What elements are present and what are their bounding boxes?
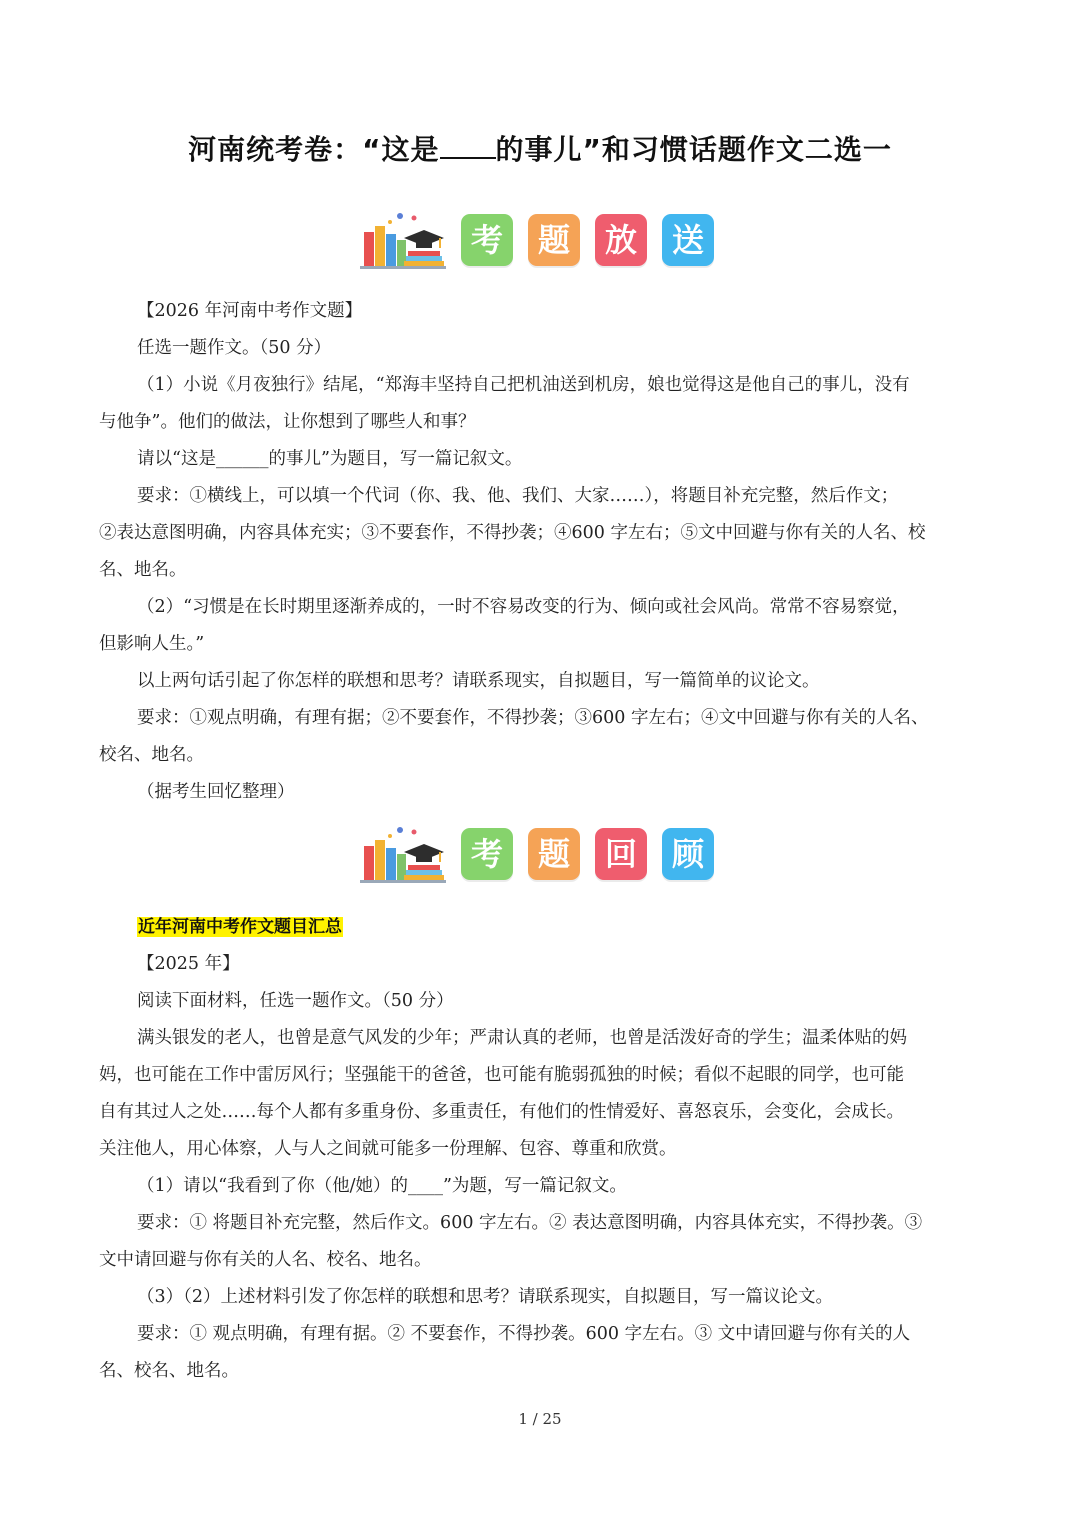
q1-text-line2: 与他争”。他们的做法，让你想到了哪些人和事？ xyxy=(99,412,476,432)
q1-requirement-line3: 名、地名。 xyxy=(99,560,187,580)
tile-gu: 顾 xyxy=(662,828,714,880)
source-note: （据考生回忆整理） xyxy=(137,782,295,802)
material-line4: 关注他人，用心体察，人与人之间就可能多一份理解、包容、尊重和欣赏。 xyxy=(99,1139,677,1159)
highlight-text: 近年河南中考作文题目汇总 xyxy=(138,917,342,937)
title-blank-line xyxy=(440,135,496,159)
q2-task: 以上两句话引起了你怎样的联想和思考？请联系现实，自拟题目，写一篇简单的议论文。 xyxy=(137,671,820,691)
year-2025-heading: 【2025 年】 xyxy=(137,954,240,974)
page-title xyxy=(0,128,1080,168)
q2-requirement-line1: 要求：①观点明确，有理有据；②不要套作，不得抄袭；③600 字左右；④文中回避与你有关的人名、 xyxy=(137,708,929,728)
q2-text-line1: （2）“习惯是在长时期里逐渐养成的，一时不容易改变的行为、倾向或社会风尚。常常不容易察觉， xyxy=(137,597,910,617)
banner-exam-release xyxy=(360,210,720,270)
tile-fang: 放 xyxy=(595,214,647,266)
tile-kao: 考 xyxy=(461,828,513,880)
tile-ti: 题 xyxy=(528,828,580,880)
review-q2-task: （3）（2）上述材料引发了你怎样的联想和思考？请联系现实，自拟题目，写一篇议论文。 xyxy=(137,1287,834,1307)
books-graduation-cap-icon xyxy=(360,212,446,270)
review-q2-requirement-line2: 名、校名、地名。 xyxy=(99,1361,239,1381)
review-q1-requirement-line2: 文中请回避与你有关的人名、校名、地名。 xyxy=(99,1250,432,1270)
review-q1-requirement-line1: 要求：① 将题目补充完整，然后作文。600 字左右。② 表达意图明确，内容具体充实，不得抄袭。③ xyxy=(137,1213,923,1233)
tile-hui: 回 xyxy=(595,828,647,880)
instruction-2025: 阅读下面材料，任选一题作文。（50 分） xyxy=(137,991,454,1011)
review-q1-task: （1）请以“我看到了你（他/她）的____”为题，写一篇记叙文。 xyxy=(137,1176,627,1196)
title-text-start: 河南统考卷：“这是 xyxy=(188,133,440,166)
material-line2: 妈，也可能在工作中雷厉风行；坚强能干的爸爸，也可能有脆弱孤独的时候；看似不起眼的同学，也可能 xyxy=(99,1065,904,1085)
highlight-heading xyxy=(137,915,343,939)
q1-task: 请以“这是______的事儿”为题目，写一篇记叙文。 xyxy=(137,449,523,469)
instruction-2026: 任选一题作文。（50 分） xyxy=(137,338,332,358)
q1-text-line1: （1）小说《月夜独行》结尾，“郑海丰坚持自己把机油送到机房，娘也觉得这是他自己的事儿，没有 xyxy=(137,375,910,395)
q2-text-line2: 但影响人生。” xyxy=(99,634,205,654)
title-text-end: 的事儿”和习惯话题作文二选一 xyxy=(495,133,892,166)
q1-requirement-line2: ②表达意图明确，内容具体充实；③不要套作，不得抄袭；④600 字左右；⑤文中回避与你有关的人名、校 xyxy=(99,523,926,543)
q1-requirement-line1: 要求：①横线上，可以填一个代词（你、我、他、我们、大家……），将题目补充完整，然后作文； xyxy=(137,486,899,506)
page-number: 1 / 25 xyxy=(518,1410,562,1428)
review-q2-requirement-line1: 要求：① 观点明确，有理有据。② 不要套作，不得抄袭。600 字左右。③ 文中请回避与你有关的人 xyxy=(137,1324,911,1344)
banner-exam-review xyxy=(360,824,720,884)
tile-ti: 题 xyxy=(528,214,580,266)
heading-2026: 【2026 年河南中考作文题】 xyxy=(137,301,363,321)
q2-requirement-line2: 校名、地名。 xyxy=(99,745,204,765)
tile-kao: 考 xyxy=(461,214,513,266)
material-line3: 自有其过人之处……每个人都有多重身份、多重责任，有他们的性情爱好、喜怒哀乐，会变化，会成长。 xyxy=(99,1102,904,1122)
material-line1: 满头银发的老人，也曾是意气风发的少年；严肃认真的老师，也曾是活泼好奇的学生；温柔体贴的妈 xyxy=(137,1028,907,1048)
books-graduation-cap-icon xyxy=(360,826,446,884)
tile-song: 送 xyxy=(662,214,714,266)
